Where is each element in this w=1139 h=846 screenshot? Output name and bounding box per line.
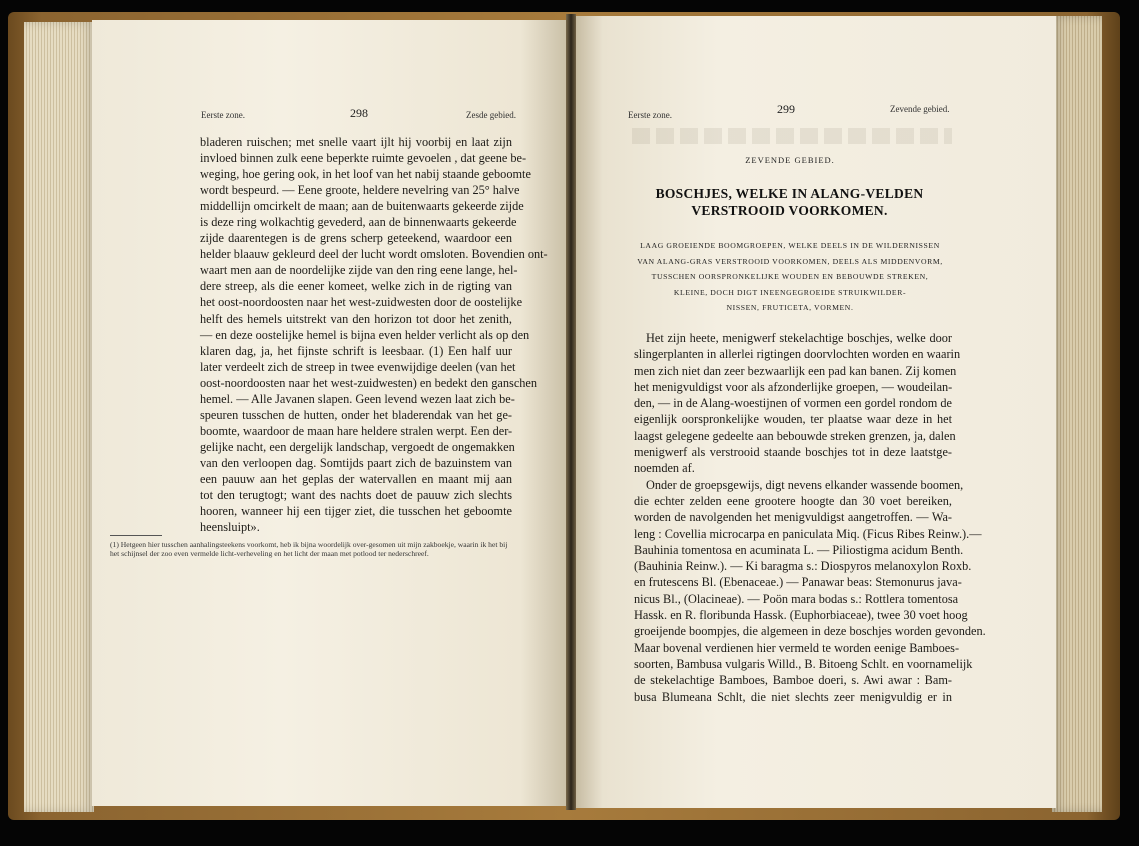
text-line: weging, hoe gering ook, in het loof van het nabij staande geboomte (200, 167, 531, 182)
page-edges-left (24, 22, 94, 812)
left-running-head-zone: Eerste zone. (201, 110, 245, 120)
text-line: heensluipt». (200, 520, 260, 535)
chapter-summary (620, 238, 960, 316)
text-line: den, — in de Alang-woestijnen of vormen een gordel rondom de (634, 396, 952, 411)
right-running-head-region: Zevende gebied. (890, 104, 950, 114)
text-line: de stekelachtige Bamboes, Bamboe doeri, s. Awi awar : Bam- (634, 673, 952, 688)
summary-line: VAN ALANG-GRAS VERSTROOID VOORKOMEN, DEELS ALS MIDDENVORM, (637, 256, 943, 266)
text-line: speuren tusschen de hutten, onder het bladerendak van het ge- (200, 407, 512, 422)
right-running-head-zone: Eerste zone. (628, 110, 672, 120)
text-line: laagst gelegene gedeelte aan bebouwde streken grenzen, ja, dalen (634, 428, 956, 443)
left-page-number: 298 (350, 106, 368, 120)
text-line: het menigvuldigst voor als afzonderlijke groepen, — woudeilan- (634, 379, 953, 394)
text-line: boomte, waardoor de maan hare heldere stralen werpt. Een der- (200, 423, 513, 438)
text-line: klaren dag, ja, het fijnste schrift is leesbaar. (1) Een half uur (200, 343, 512, 358)
text-line: busa Blumeana Schlt, die niet slechts zeer menigvuldig er in (634, 689, 952, 704)
footnote: (1) Hetgeen hier tusschen aanhalingsteekens voorkomt, heb ik bijna woordelijk over-gesomen uit mijn zakboekje, waarin ik het bij het schijnsel der zoo even vermelde licht-verheveling en het licht der maan met potlood ter nederschreef. (110, 540, 508, 559)
summary-line: LAAG GROEIENDE BOOMGROEPEN, WELKE DEELS IN DE WILDERNISSEN (640, 241, 940, 250)
text-line: is deze ring wolkachtig gevederd, aan de binnenwaarts gekeerde (200, 215, 517, 230)
chapter-title-line-2: VERSTROOID VOORKOMEN. (691, 203, 888, 218)
book-gutter (566, 14, 576, 810)
text-line: eigenlijk oorspronkelijke wouden, ter plaatse waar deze in het (634, 412, 952, 427)
text-line: slingerplanten in allerlei rigtingen doorvlochten worden en waarin (634, 347, 961, 362)
text-line: later verdeelt zich de streep in twee evenwijdige deelen (van het (200, 359, 516, 374)
text-line: bladeren ruischen; met snelle vaart ijlt hij voorbij en laat zijn (200, 135, 512, 149)
text-line: Bauhinia tomentosa en acuminata L. — Piliostigma acidum Benth. (634, 542, 964, 557)
text-line: die echter zelden eene grootere hoogte dan 30 voet bereiken, (634, 493, 952, 508)
right-page-number: 299 (777, 102, 795, 116)
summary-line: TUSSCHEN OORSPRONKELIJKE WOUDEN EN BEBOUWDE STREKEN, (651, 272, 929, 282)
text-line: menigwerf als verstrooid staande boschjes tot in deze laatstge- (634, 445, 952, 460)
text-line: — en deze oostelijke hemel is bijna even helder verlicht als op den (200, 327, 530, 342)
text-line: oost-noordoosten naar het west-zuidwesten) en bedekt den ganschen (200, 375, 538, 390)
page-edges-right (1052, 16, 1102, 812)
text-line: gelijke nacht, een dergelijk landschap, vergoedt de ongemakken (200, 439, 515, 454)
text-line: soorten, Bambusa vulgaris Willd., B. Bitoeng Schlt. en voornamelijk (634, 656, 973, 671)
text-line: en frutescens Bl. (Ebenaceae.) — Panawar beas: Stemonurus java- (634, 575, 962, 590)
text-line: Maar bovenal verdienen hier vermeld te worden eenige Bamboes- (634, 640, 960, 655)
text-line: wordt bespeurd. — Eene groote, heldere nevelring van 25° halve (200, 183, 520, 198)
text-line: Onder de groepsgewijs, digt nevens elkander wassende boomen, (646, 477, 964, 492)
left-running-head-region: Zesde gebied. (466, 110, 516, 120)
text-line: middellijn omcirkelt de maan; aan de buitenwaarts gekeerde zijde (200, 199, 524, 214)
summary-line: NISSEN, FRUTICETA, VORMEN. (726, 303, 854, 313)
footnote-rule (110, 535, 162, 536)
chapter-title-line-1: BOSCHJES, WELKE IN ALANG-VELDEN (655, 186, 924, 201)
text-line: groeijende boompjes, die algemeen in deze boschjes worden gevonden. (634, 624, 986, 639)
section-label: ZEVENDE GEBIED. (745, 155, 835, 165)
text-line: dere streep, als die eener komeet, welke zich in de rigting van (200, 279, 512, 294)
text-line: helft des hemels uitstrekt van den horizon tot door het zenith, (200, 311, 512, 326)
text-line: Hassk. en R. floribunda Hassk. (Euphorbiaceae), twee 30 voet hoog (634, 608, 968, 623)
text-line: worden de navolgenden het menigvuldigst aangetroffen. — Wa- (634, 510, 952, 525)
right-body-text (634, 330, 986, 705)
chapter-title (612, 185, 967, 219)
summary-line: KLEINE, DOCH DIGT INEENGEGROEIDE STRUIKWILDER- (673, 287, 907, 297)
text-line: hemel. — Alle Javanen slapen. Geen levend wezen laat zich be- (200, 391, 515, 406)
text-line: invloed binnen zulk eene beperkte ruimte gevoelen , dat geene be- (200, 151, 527, 166)
text-line: waart men aan de noordelijke zijde van den ring eene lange, hel- (200, 263, 518, 278)
text-line: Het zijn heete, menigwerf stekelachtige boschjes, welke door (646, 331, 952, 345)
text-line: men zich niet dan zeer bezwaarlijk een pad kan banen. Zij komen (634, 363, 957, 378)
text-line: hooren, wanneer hij een tijger ziet, die tusschen het geboomte (200, 504, 512, 519)
text-line: (Bauhinia Reinw.). — Ki baragma s.: Diospyros melanoxylon Roxb. (634, 559, 972, 574)
text-line: zijde daarentegen is de grens scherp geteekend, waardoor een (200, 231, 512, 246)
text-line: helder blaauw gekleurd deel der lucht wordt omsloten. Bovendien ont- (200, 247, 548, 262)
text-line: noemden af. (634, 461, 695, 476)
text-line: tot den terugtogt; want des nachts doet de pauuw zich slechts (200, 488, 512, 503)
text-line: het oost-noordoosten naar het west-zuidwesten door de oostelijke (200, 295, 523, 310)
text-line: een pauuw aan het geplas der watervallen en maant mij aan (200, 471, 512, 486)
text-line: nicus Bl., (Olacineae). — Poön mara bodas s.: Rottlera tomentosa (634, 591, 959, 606)
text-line: van den verloopen dag. Somtijds paart zich de bazuinstem van (200, 455, 512, 470)
left-body-text (200, 134, 548, 535)
bleed-through-text (632, 128, 952, 144)
text-line: leng : Covellia microcarpa en paniculata Miq. (Ficus Ribes Reinw.).— (634, 526, 982, 541)
